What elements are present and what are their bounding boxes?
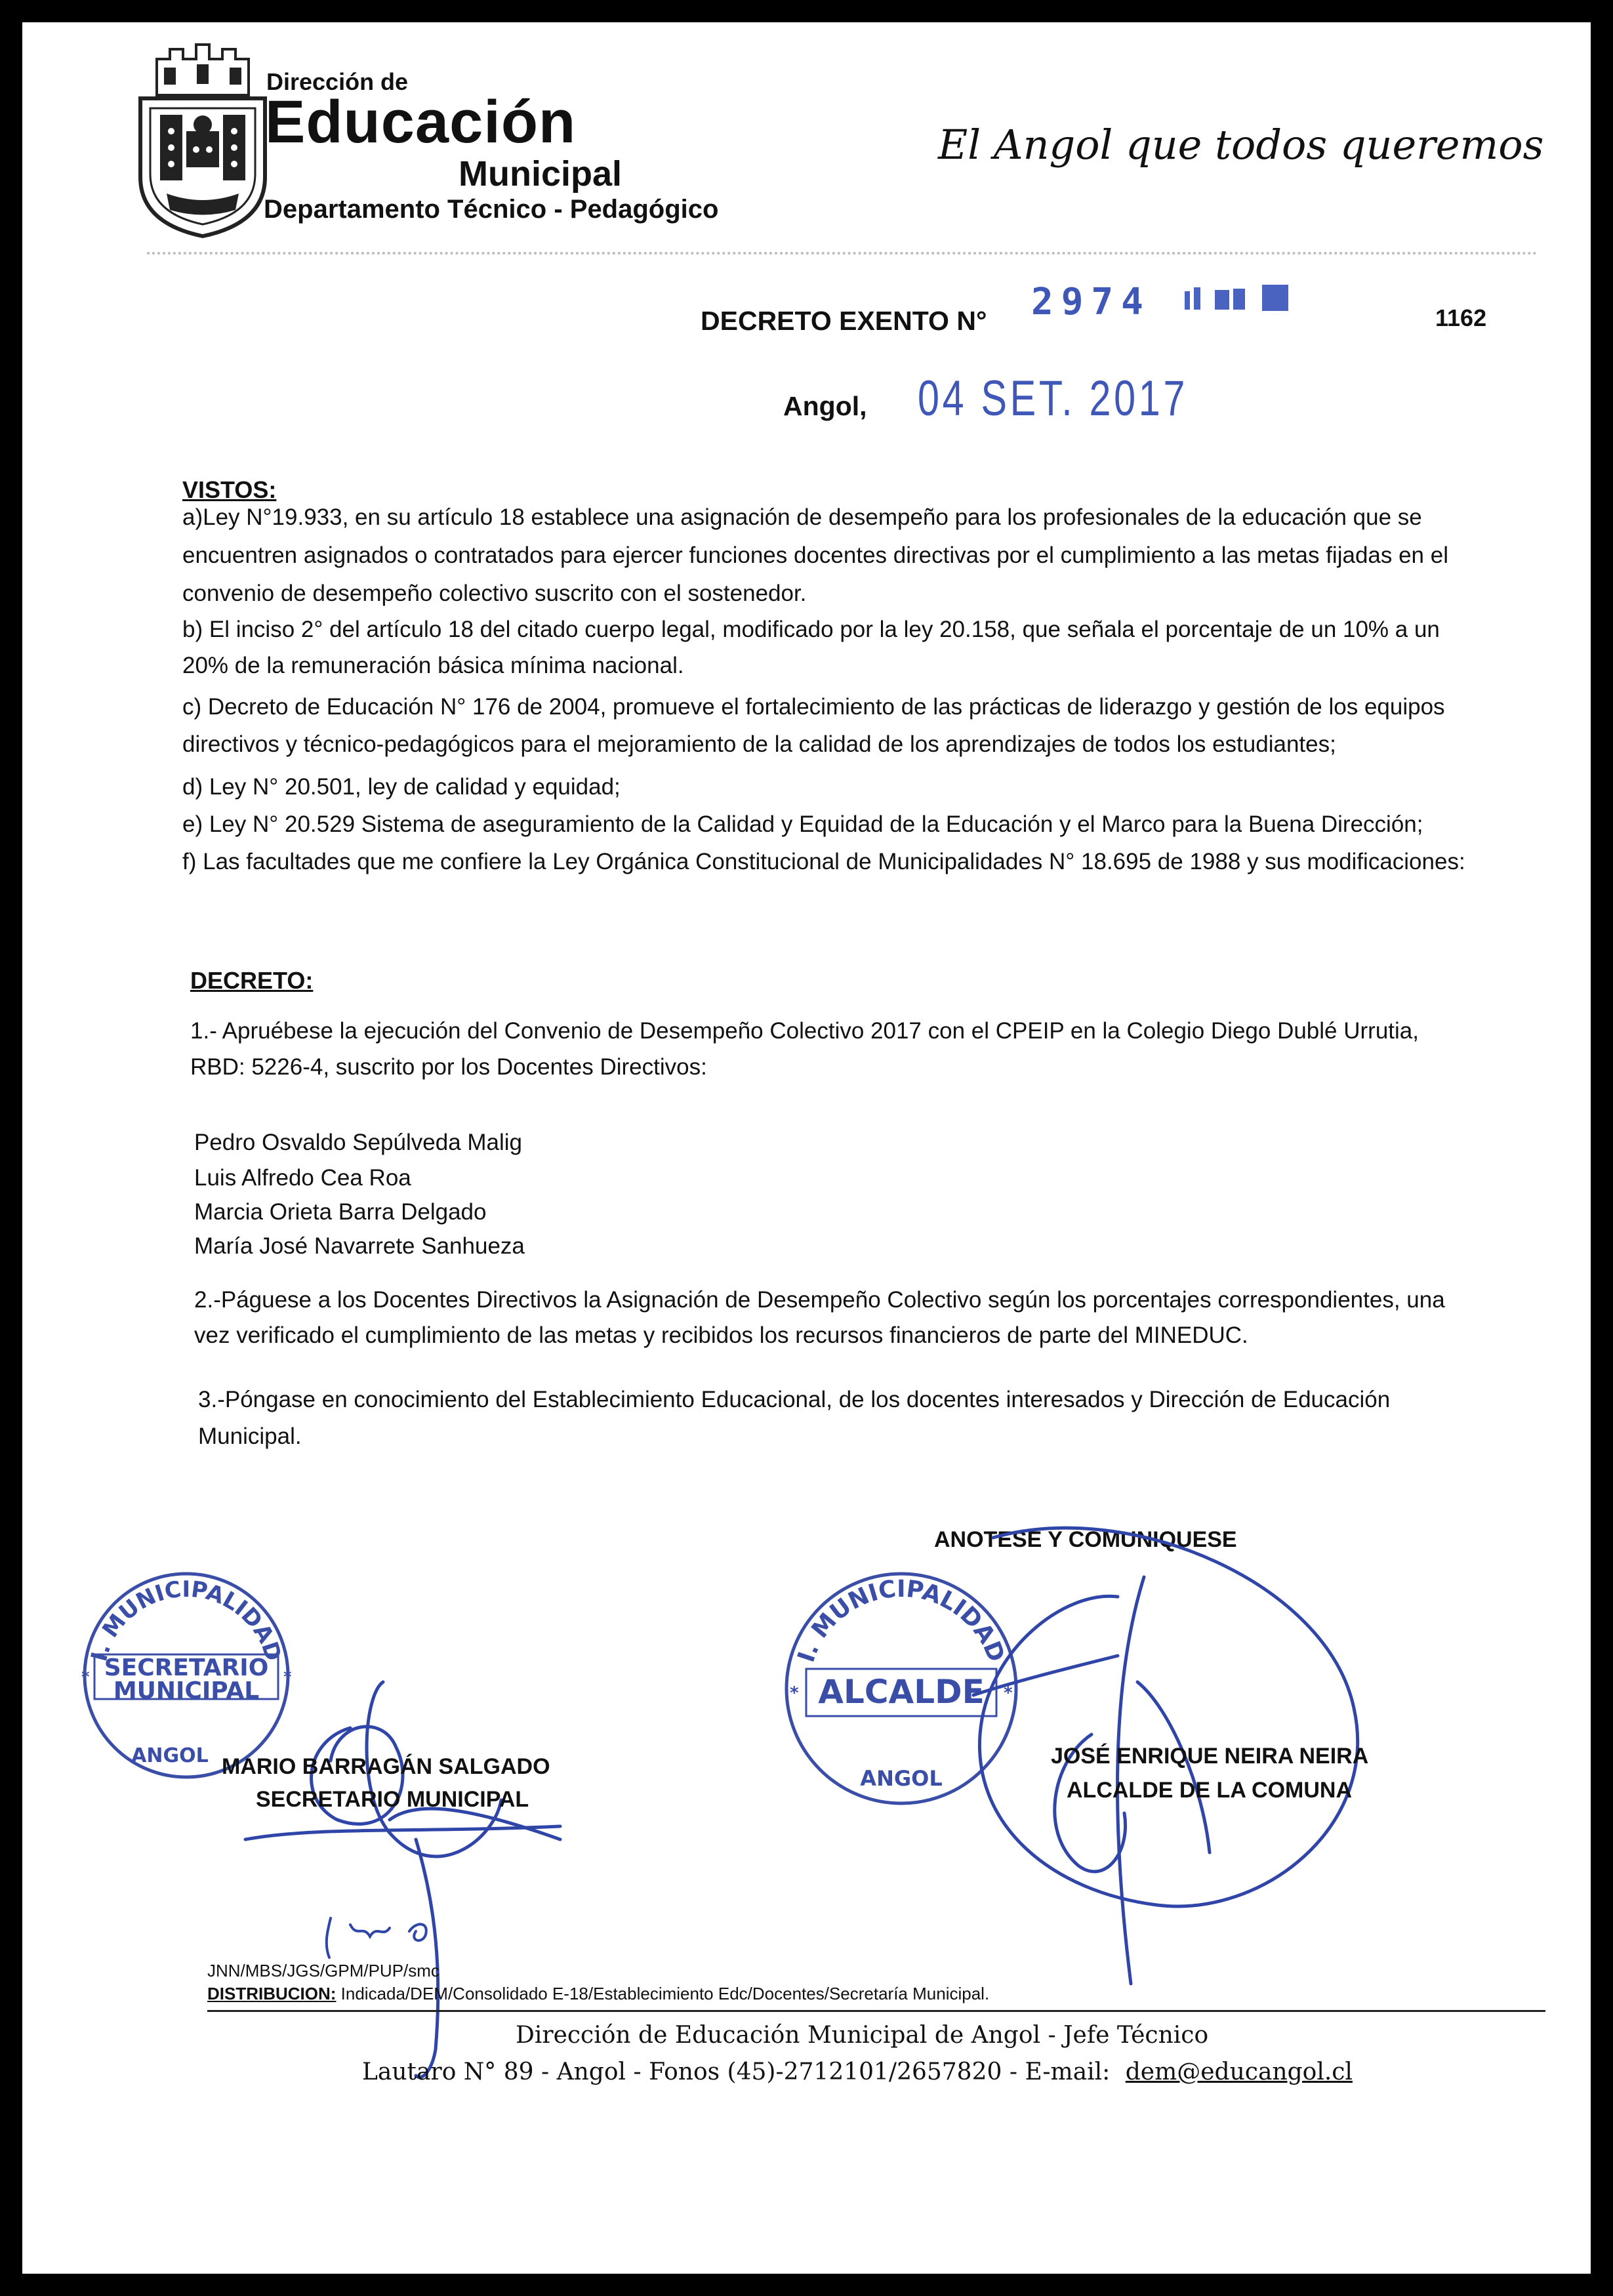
vistos-line: encuentren asignados o contratados para ejercer funciones docentes directivas por el cumplimiento a las metas fijadas en el <box>182 543 1448 568</box>
vistos-line: e) Ley N° 20.529 Sistema de aseguramiento de la Calidad y Equidad de la Educación y el Marco para la Buena Dirección; <box>182 811 1423 837</box>
header-line1: Dirección de <box>266 68 409 95</box>
footer-address-line1: Dirección de Educación Municipal de Angol - Jefe Técnico <box>516 2022 1209 2049</box>
initials-scribble <box>311 1912 468 1964</box>
email-link[interactable]: dem@educangol.cl <box>1125 2059 1353 2085</box>
svg-text:*: * <box>81 1668 90 1686</box>
header-separator <box>147 252 1538 255</box>
mayor-title: ALCALDE DE LA COMUNA <box>1067 1778 1353 1803</box>
header-slogan: El Angol que todos queremos <box>938 121 1544 169</box>
vistos-line: d) Ley N° 20.501, ley de calidad y equidad; <box>182 774 621 800</box>
decree-title: DECRETO EXENTO N° <box>701 306 987 336</box>
stamp-left-bottom: ANGOL <box>131 1744 209 1767</box>
footer-initials: JNN/MBS/JGS/GPM/PUP/smc <box>207 1961 439 1980</box>
stamp-left-top-text: I. MUNICIPALIDAD <box>86 1576 287 1664</box>
docente-name: María José Navarrete Sanhueza <box>194 1233 525 1259</box>
decreto-item1-line: RBD: 5226-4, suscrito por los Docentes Directivos: <box>190 1054 707 1080</box>
footer-rule <box>207 2010 1545 2012</box>
secretary-title: SECRETARIO MUNICIPAL <box>256 1787 529 1812</box>
mayor-signature <box>895 1485 1406 1997</box>
vistos-line: 20% de la remuneración básica mínima nacional. <box>182 653 684 678</box>
distribucion-text: Indicada/DEM/Consolidado E-18/Establecimiento Edc/Docentes/Secretaría Municipal. <box>336 1984 990 2003</box>
vistos-line: c) Decreto de Educación N° 176 de 2004, promueve el fortalecimiento de las prácticas de liderazgo y gestión de los equipos <box>182 694 1445 720</box>
decreto-heading: DECRETO: <box>190 967 314 994</box>
svg-text:*: * <box>790 1683 799 1703</box>
stamp-right-mid: ALCALDE <box>818 1673 985 1711</box>
vistos-heading: VISTOS: <box>182 476 277 503</box>
secretary-signature <box>219 1630 586 2089</box>
decreto-item3-line: 3.-Póngase en conocimiento del Establecimiento Educacional, de los docentes interesados y Dirección de Educación <box>198 1387 1391 1412</box>
stamp-right-top-text: I. MUNICIPALIDAD <box>792 1575 1010 1666</box>
mayor-name: JOSÉ ENRIQUE NEIRA NEIRA <box>1051 1744 1369 1769</box>
decree-date-stamp: 04 SET. 2017 <box>918 371 1189 426</box>
vistos-line: b) El inciso 2° del artículo 18 del citado cuerpo legal, modificado por la ley 20.158, que señala el porcentaje de un 10% a un <box>182 617 1440 642</box>
decree-stamp-tail <box>1177 278 1301 318</box>
header-line3: Municipal <box>459 154 623 194</box>
anotese-label: ANOTESE Y COMUNIQUESE <box>934 1527 1237 1552</box>
decreto-item3-line: Municipal. <box>198 1424 302 1449</box>
document-page <box>22 22 1591 2274</box>
decree-number-stamp: 2974 <box>1031 281 1151 323</box>
stamp-left-mid1: SECRETARIO <box>104 1654 269 1681</box>
docente-name: Pedro Osvaldo Sepúlveda Malig <box>194 1130 523 1155</box>
decree-place: Angol, <box>783 391 867 421</box>
docente-name: Luis Alfredo Cea Roa <box>194 1165 411 1191</box>
header-department: Departamento Técnico - Pedagógico <box>264 195 719 224</box>
coat-of-arms-logo <box>121 33 285 243</box>
decreto-item2-line: 2.-Páguese a los Docentes Directivos la Asignación de Desempeño Colectivo según los porcentajes correspondientes, una <box>194 1287 1445 1313</box>
decreto-item1-line: 1.- Apruébese la ejecución del Convenio de Desempeño Colectivo 2017 con el CPEIP en la Colegio Diego Dublé Urrutia, <box>190 1018 1419 1044</box>
docente-name: Marcia Orieta Barra Delgado <box>194 1199 487 1225</box>
footer-distribucion <box>207 1984 989 2004</box>
svg-text:*: * <box>1004 1683 1013 1703</box>
vistos-line: a)Ley N°19.933, en su artículo 18 establece una asignación de desempeño para los profesionales de la educación que se <box>182 504 1422 530</box>
stamp-right-bottom: ANGOL <box>860 1766 943 1791</box>
vistos-line: directivos y técnico-pedagógicos para el mejoramiento de la calidad de los aprendizajes de todos los estudiantes; <box>182 731 1336 757</box>
svg-text:*: * <box>283 1668 292 1686</box>
vistos-line: f) Las facultades que me confiere la Ley Orgánica Constitucional de Municipalidades N° 18.695 de 1988 y sus modificaciones: <box>182 849 1465 874</box>
header-title: Educación <box>265 89 577 155</box>
stamp-left-mid2: MUNICIPAL <box>113 1677 260 1704</box>
decree-side-number: 1162 <box>1435 304 1487 331</box>
address-text: Lautaro N° 89 - Angol - Fonos (45)-2712101/2657820 - E-mail: <box>362 2059 1111 2085</box>
footer-address-line2 <box>362 2059 1353 2085</box>
secretary-name: MARIO BARRAGÁN SALGADO <box>222 1754 550 1779</box>
decreto-item2-line: vez verificado el cumplimiento de las metas y recibidos los recursos financieros de parte del MINEDUC. <box>194 1322 1248 1348</box>
distribucion-label: DISTRIBUCION: <box>207 1984 337 2003</box>
vistos-line: convenio de desempeño colectivo suscrito con el sostenedor. <box>182 581 807 606</box>
